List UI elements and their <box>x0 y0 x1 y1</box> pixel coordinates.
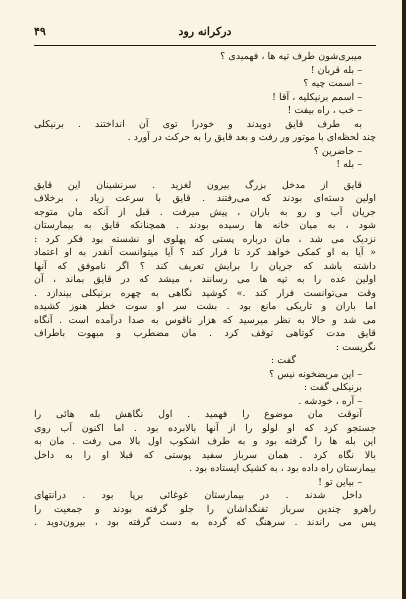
text-line: برنیکلی گفت : <box>303 382 362 393</box>
dialogue-line: – اسمم برنیکلیه ، آقا ! <box>272 91 362 103</box>
text-line: میبری‌شون طرف تپه ها ، فهمیدی ؟ <box>220 51 362 62</box>
text-line: قایق از مدخل بزرگ بیرون لغزید . سرنشینان این قایق <box>34 179 362 191</box>
text-line: بیمارستان راه داده بود ، به کشیک ایستاده بود . <box>189 463 376 474</box>
text-line: وقت می‌توانست فرار کند .» کوشید نگاهی به چهره برنیکلی بیندازد . <box>34 287 376 299</box>
text-line: اولین عده را به تپه ها می رسانند ، میشد که در قایق بماند ، آن <box>34 274 376 285</box>
text-line: داخل شدند . در بیمارستان غوغائی برپا بود . درانتهای <box>34 490 362 501</box>
text-line: گفت : <box>270 355 296 366</box>
text-line: این بله ها را گرفته بود و به طرف اشکوب اول بالا می رفت . مان به <box>34 436 376 447</box>
dialogue-line: – این مریضخونه نیس ؟ <box>269 368 362 380</box>
page-header <box>34 25 376 43</box>
paragraph-gap <box>34 172 376 179</box>
dialogue-line: – خب ، راه بیفت ! <box>287 105 362 116</box>
dialogue-line: – اسمت چیه ؟ <box>303 78 362 89</box>
page-number: ۴۹ <box>34 25 46 38</box>
header-rule <box>34 45 376 46</box>
text-line: بالا نگاه کرد . همان سرباز سفید پوستی که قبلا او را به داخل <box>34 449 376 461</box>
dialogue-line: – حاضرین ؟ <box>313 145 362 157</box>
page-edge <box>402 0 406 599</box>
dialogue-line: – بله قربان ! <box>310 64 362 76</box>
text-line: آنوقت مان موضوع را فهمید . اول نگاهش بله هائی را <box>34 409 362 420</box>
text-line: نگریست : <box>335 341 376 353</box>
text-line: چند لحظه‌ای با موتور ور رفت و بعد قایق را به حرکت در آورد . <box>127 132 376 143</box>
text-line: جریان آب و رو به باران ، پیش میرفت . قبل از آنکه مان متوجه <box>34 206 376 218</box>
text-line: اولین دسته‌ای بودند که می‌رفتند . قایق با سرعت زیاد ، برخلاف <box>34 193 376 204</box>
running-title: درکرانه رود <box>178 25 232 38</box>
text-line: می شد و حالا به نظر میرسید که هزار ناقوس به صدا درآمده است . آنگاه <box>34 314 376 326</box>
text-line: جستجو کرد که او لولو را از آنها بالابرده بود . اما اکنون آب روی <box>34 422 376 434</box>
text-line: قایق مدت کوتاهی توقف کرد . مان مضطرب و مبهوت باطراف <box>34 328 376 339</box>
text-line: اما باران و تاریکی مانع بود . بشت سر او سوت خطر هنوز کشیده <box>34 301 376 312</box>
text-line: شود ، به میان خانه ها رسیده بودند . همچنانکه قایق به بیمارستان <box>34 220 376 231</box>
dialogue-line: – بله ! <box>336 159 362 170</box>
text-line: داشته باشد که جریان را برایش تعریف کند ؟ اگر ناموفق که آنها <box>34 260 376 272</box>
dialogue-line: – بیاین تو ! <box>318 476 362 488</box>
text-line: به طرف قایق دویدند و خودرا توی آن انداختند . برنیکلی <box>34 118 362 130</box>
text-line: « آیا به او کمکی خواهد کرد تا فرار کند ؟ آیا میتوانست آنقدر به او اعتماد <box>34 247 376 258</box>
body-text <box>34 50 376 530</box>
text-line: پس می راندند . سرهنگ که گرده به دست گرفته بود ، بیرون‌دوید . <box>34 517 376 528</box>
text-line: نزدیک می شد ، مان درباره پستی که پهلوی او نشسته بود فکر کرد : <box>34 233 376 245</box>
text-line: راهرو چندین سرباز تفنگداشان را جلو گرفته بودند و جمعیت را <box>34 503 376 515</box>
dialogue-line: – آره ، خودشه . <box>298 395 362 407</box>
